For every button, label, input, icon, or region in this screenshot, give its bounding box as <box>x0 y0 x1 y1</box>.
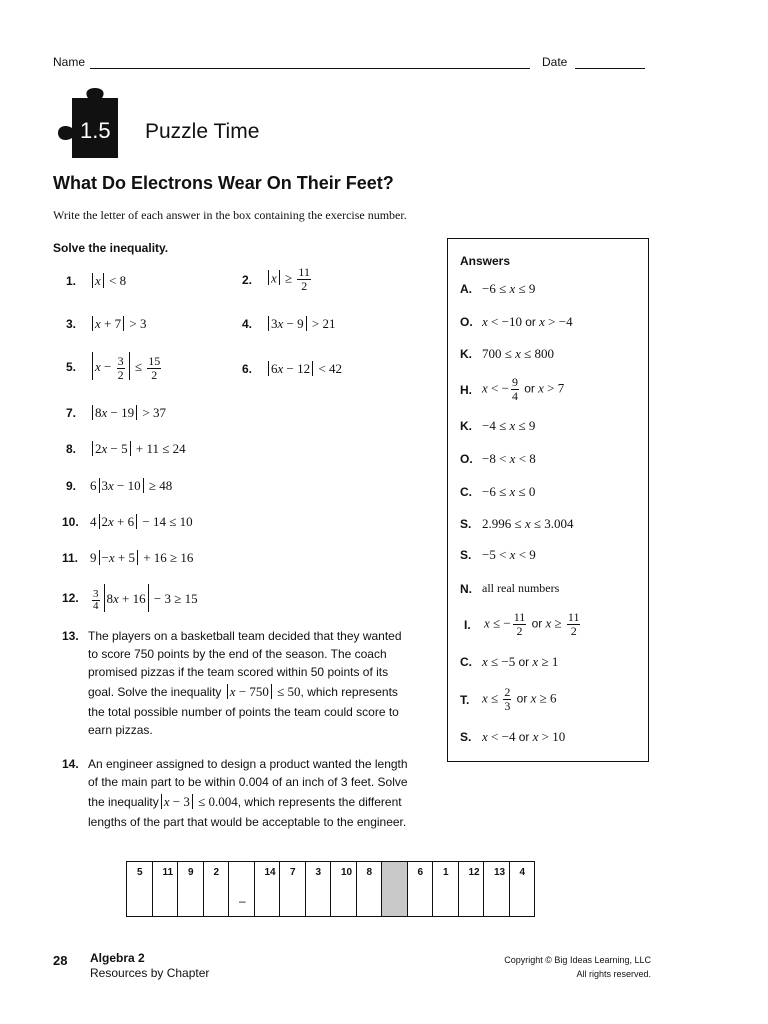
wp13-line-5: the total possible number of points the team could score to <box>88 705 399 719</box>
exercise-4: 4. 3x − 9 > 21 <box>242 316 336 331</box>
wp14-line-2: of the main part to be within 0.004 of an inch of 3 feet. Solve <box>88 775 408 789</box>
grid-cell[interactable]: 12 <box>458 862 484 917</box>
grid-cell[interactable]: 10 <box>331 862 357 917</box>
wp13-line-4: goal. Solve the inequality x − 750 ≤ 50, which represents <box>88 684 398 699</box>
exercise-8: 8. 2x − 5 + 11 ≤ 24 <box>66 441 186 456</box>
grid-cell[interactable]: 3 <box>305 862 331 917</box>
name-label: Name <box>53 55 86 69</box>
exercise-5: 5. x − $\frac{3}{2}$ ≤ $\frac{15}{2}$ <box>66 353 161 382</box>
answers-box <box>447 238 649 762</box>
grid-cell[interactable]: 8 <box>356 862 382 917</box>
answer-k-1: K. 700 ≤ x ≤ 800 <box>460 346 555 361</box>
answer-n: N. all real numbers <box>460 581 560 596</box>
exercise-2: 2. x ≥ $\frac{11}{2}$ <box>242 265 310 293</box>
exercise-9: 9. 6 3x − 10 ≥ 48 <box>66 478 173 493</box>
copyright: Copyright © Big Ideas Learning, LLC <box>504 955 651 965</box>
grid-cell-shaded <box>382 862 408 917</box>
exercise-11: 11. 9 −x + 5 + 16 ≥ 16 <box>62 550 194 565</box>
answer-s-2: S. −5 < x < 9 <box>460 547 536 562</box>
exercise-12: 12. $\frac{3}{4}$ 8x + 16 − 3 ≥ 15 <box>62 584 198 612</box>
book-subtitle: Resources by Chapter <box>90 966 210 980</box>
date-label: Date <box>542 55 568 69</box>
exercise-3: 3. x + 7 > 3 <box>66 316 147 331</box>
answer-t: T. x ≤ $\frac{2}{3}$ or x ≥ 6 <box>460 685 557 713</box>
exercise-1: 1. x < 8 <box>66 273 127 288</box>
exercise-6: 6. 6x − 12 < 42 <box>242 361 342 376</box>
grid-cell[interactable]: 9 <box>178 862 204 917</box>
answers-heading: Answers <box>460 254 511 268</box>
grid-cell[interactable]: 5 <box>127 862 153 917</box>
answer-s-1: S. 2.996 ≤ x ≤ 3.004 <box>460 516 574 531</box>
wp14-line-4: lengths of the part that would be acceptable to the engineer. <box>88 815 407 829</box>
grid-cell[interactable]: 6 <box>407 862 433 917</box>
answer-i: I. x ≤ − $\frac{11}{2}$ or x ≥ $\frac{11}{2}$ <box>464 610 580 638</box>
section-title: Puzzle Time <box>145 120 260 143</box>
grid-cell[interactable]: 2 <box>203 862 229 917</box>
instructions: Write the letter of each answer in the box containing the exercise number. <box>53 208 407 222</box>
answer-o-1: O. x < −10 or x > −4 <box>460 314 573 329</box>
grid-cell[interactable]: 11 <box>152 862 178 917</box>
exercise-10: 10. 4 2x + 6 − 14 ≤ 10 <box>62 514 193 529</box>
name-row <box>53 55 530 69</box>
word-problem-13: 13. The players on a basketball team decided that they wanted to score 750 points by the end of the season. The coach promised pizzas if the team scored within 50 points of its goal. Solve the inequality x − 750 ≤ 50, which represents the total possible number of points the team could score to earn pizzas. <box>62 627 462 747</box>
grid-cell-dash: – <box>229 862 255 917</box>
name-field[interactable] <box>90 56 530 69</box>
wp13-inequality: x − 750 ≤ 50 <box>225 684 301 699</box>
wp13-line-6: earn pizzas. <box>88 723 153 737</box>
wp14-line-1: An engineer assigned to design a product wanted the length <box>88 757 408 771</box>
answer-s-3: S. x < −4 or x > 10 <box>460 729 566 744</box>
wp13-line-2: to score 750 points by the end of the season. The coach <box>88 647 387 661</box>
grid-cell[interactable]: 7 <box>280 862 306 917</box>
answer-a: A. −6 ≤ x ≤ 9 <box>460 281 536 296</box>
wp14-line-3: the inequality x − 3 ≤ 0.004, which represents the different <box>88 794 402 809</box>
answer-grid <box>126 861 535 917</box>
page-number: 28 <box>53 953 68 968</box>
grid-cell[interactable]: 14 <box>254 862 280 917</box>
book-title: Algebra 2 <box>90 951 145 965</box>
date-row <box>542 55 645 69</box>
exercise-7: 7. 8x − 19 > 37 <box>66 405 166 420</box>
answer-o-2: O. −8 < x < 8 <box>460 451 536 466</box>
answer-k-2: K. −4 ≤ x ≤ 9 <box>460 418 536 433</box>
rights: All rights reserved. <box>576 969 651 979</box>
answer-grid-row <box>127 862 535 917</box>
grid-cell[interactable]: 13 <box>484 862 510 917</box>
wp13-line-3: promised pizzas if the team scored within 50 points of its <box>88 665 389 679</box>
word-problem-14: 14. An engineer assigned to design a product wanted the length of the main part to be within 0.004 of an inch of 3 feet. Solve the inequality x − 3 ≤ 0.004, which represents the different lengths of the part that would be acceptable to the engineer. <box>62 755 462 835</box>
answer-h: H. x < − $\frac{9}{4}$ or x > 7 <box>460 375 565 403</box>
answer-c-1: C. −6 ≤ x ≤ 0 <box>460 484 536 499</box>
wp14-inequality: x − 3 ≤ 0.004 <box>159 794 238 809</box>
grid-cell[interactable]: 1 <box>433 862 459 917</box>
solve-prompt: Solve the inequality. <box>53 241 169 255</box>
section-badge: 1.5 <box>80 118 111 143</box>
grid-cell[interactable]: 4 <box>509 862 535 917</box>
page-question: What Do Electrons Wear On Their Feet? <box>53 173 394 193</box>
answer-c-2: C. x ≤ −5 or x ≥ 1 <box>460 654 559 669</box>
date-field[interactable] <box>575 56 645 69</box>
wp13-line-1: The players on a basketball team decided that they wanted <box>88 629 402 643</box>
